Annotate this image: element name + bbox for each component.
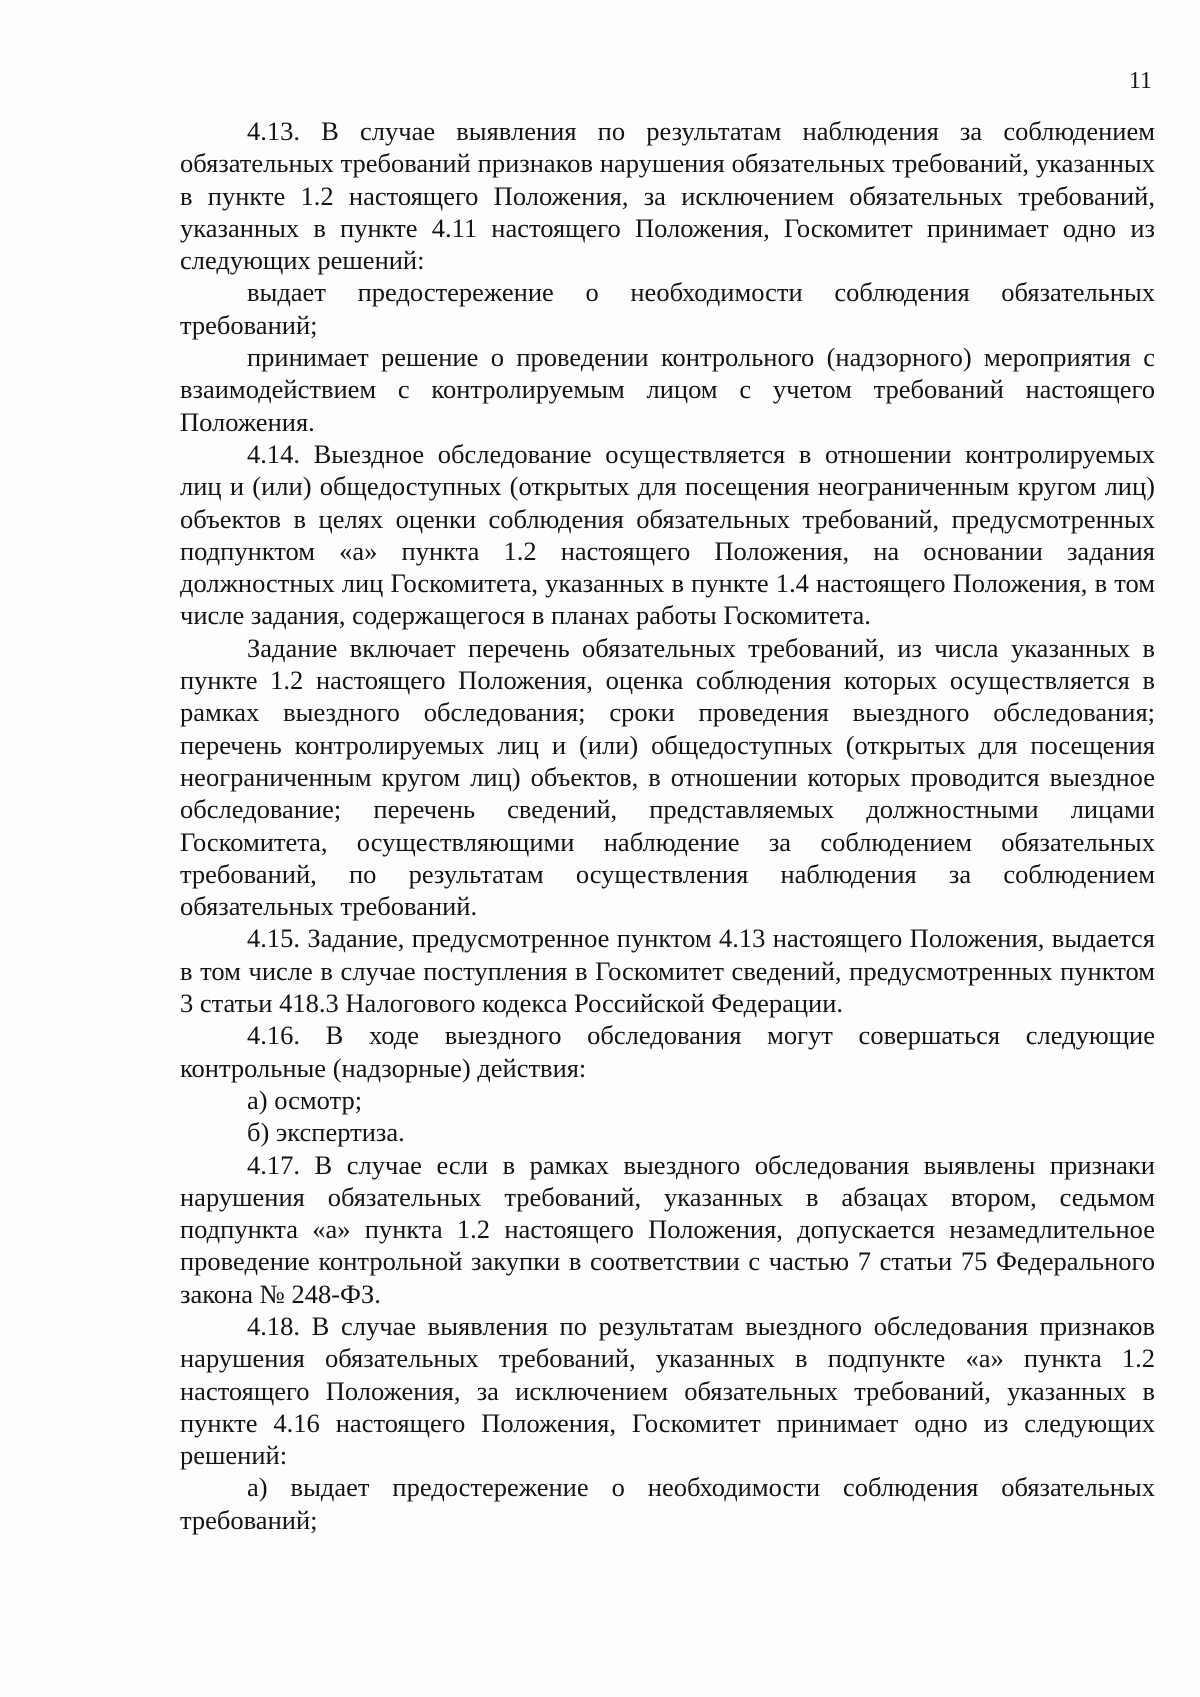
document-body	[180, 115, 1155, 1536]
paragraph-4-13-option-warning: выдает предостережение о необходимости соблюдения обязательных требований;	[180, 277, 1155, 340]
paragraph-4-13: 4.13. В случае выявления по результатам наблюдения за соблюдением обязательных требований признаков нарушения обязательных требований, указанных в пункте 1.2 настоящего Положения, за исключением обязательных требований, указанных в пункте 4.11 настоящего Положения, Госкомитет принимает одно из следующих решений:	[180, 116, 1155, 276]
paragraph-task-contents: Задание включает перечень обязательных требований, из числа указанных в пункте 1.2 настоящего Положения, оценка соблюдения которых осуществляется в рамках выездного обследования; сроки проведения выездного обследования; перечень контролируемых лиц и (или) общедоступных (открытых для посещения неограниченным кругом лиц) объектов, в отношении которых проводится выездное обследование; перечень сведений, представляемых должностными лицами Госкомитета, осуществляющими наблюдение за соблюдением обязательных требований, по результатам осуществления наблюдения за соблюдением обязательных требований.	[180, 632, 1155, 922]
paragraph-4-17: 4.17. В случае если в рамках выездного обследования выявлены признаки нарушения обязательных требований, указанных в абзацах втором, седьмом подпункта «а» пункта 1.2 настоящего Положения, допускается незамедлительное проведение контрольной закупки в соответствии с частью 7 статьи 75 Федерального закона № 248-ФЗ.	[180, 1149, 1155, 1309]
page-number: 11	[1128, 68, 1152, 94]
paragraph-4-14: 4.14. Выездное обследование осуществляется в отношении контролируемых лиц и (или) общедоступных (открытых для посещения неограниченным кругом лиц) объектов в целях оценки соблюдения обязательных требований, предусмотренных подпунктом «а» пункта 1.2 настоящего Положения, на основании задания должностных лиц Госкомитета, указанных в пункте 1.4 настоящего Положения, в том числе задания, содержащегося в планах работы Госкомитета.	[180, 438, 1155, 631]
paragraph-4-15: 4.15. Задание, предусмотренное пунктом 4.13 настоящего Положения, выдается в том числе в случае поступления в Госкомитет сведений, предусмотренных пунктом 3 статьи 418.3 Налогового кодекса Российской Федерации.	[180, 923, 1155, 1019]
list-item-inspection: а) осмотр;	[247, 1084, 363, 1115]
paragraph-4-13-option-inspection: принимает решение о проведении контрольного (надзорного) мероприятия с взаимодействием с контролируемым лицом с учетом требований настоящего Положения.	[180, 342, 1155, 437]
paragraph-4-16: 4.16. В ходе выездного обследования могут совершаться следующие контрольные (надзорные) действия:	[180, 1020, 1155, 1083]
list-item-expertise: б) экспертиза.	[247, 1117, 405, 1148]
list-item-warning: а) выдает предостережение о необходимости соблюдения обязательных требований;	[180, 1472, 1155, 1535]
paragraph-4-18: 4.18. В случае выявления по результатам выездного обследования признаков нарушения обязательных требований, указанных в подпункте «а» пункта 1.2 настоящего Положения, за исключением обязательных требований, указанных в пункте 4.16 настоящего Положения, Госкомитет принимает одно из следующих решений:	[180, 1310, 1155, 1471]
